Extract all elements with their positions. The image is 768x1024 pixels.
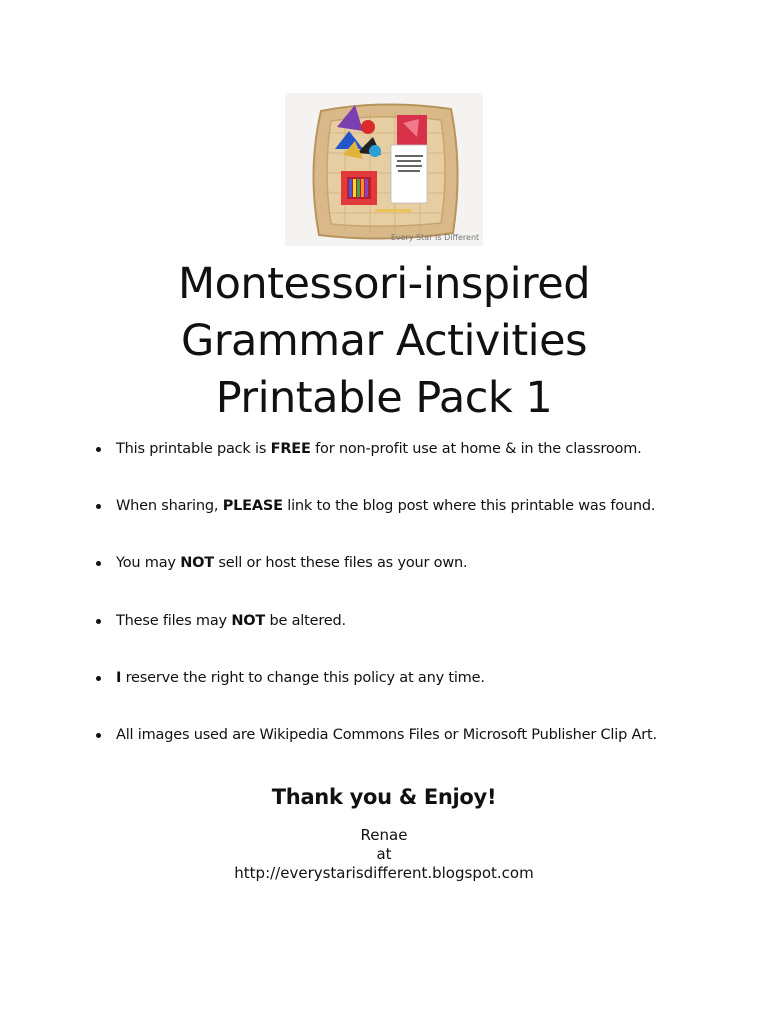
title-line-2: Grammar Activities — [181, 316, 587, 366]
bullet-icon — [96, 676, 101, 681]
title-line-1: Montessori-inspired — [177, 259, 591, 309]
list-item: All images used are Wikipedia Commons Files or Microsoft Publisher Clip Art. — [96, 726, 736, 783]
author-at: at — [376, 845, 392, 863]
list-item: These files may NOT be altered. — [96, 612, 736, 669]
list-item: This printable pack is FREE for non-profit use at home & in the classroom. — [96, 440, 736, 497]
thank-you-heading: Thank you & Enjoy! — [271, 785, 497, 809]
author-name: Renae — [360, 826, 408, 844]
page-title — [0, 256, 768, 427]
title-line-3: Printable Pack 1 — [215, 373, 553, 423]
bullet-icon — [96, 504, 101, 509]
blog-url-link[interactable]: http://everystarisdifferent.blogspot.com — [234, 864, 534, 882]
list-item: I reserve the right to change this policy at any time. — [96, 669, 736, 726]
photo-watermark: Every Star Is Different — [390, 233, 480, 242]
bullet-icon — [96, 619, 101, 624]
bullet-icon — [96, 561, 101, 566]
list-item: You may NOT sell or host these files as your own. — [96, 554, 736, 611]
montessori-tray-photo — [285, 93, 483, 246]
list-item: When sharing, PLEASE link to the blog post where this printable was found. — [96, 497, 736, 554]
bullet-icon — [96, 447, 101, 452]
author-signature — [0, 826, 768, 883]
usage-rules-list — [96, 440, 736, 783]
bullet-icon — [96, 733, 101, 738]
